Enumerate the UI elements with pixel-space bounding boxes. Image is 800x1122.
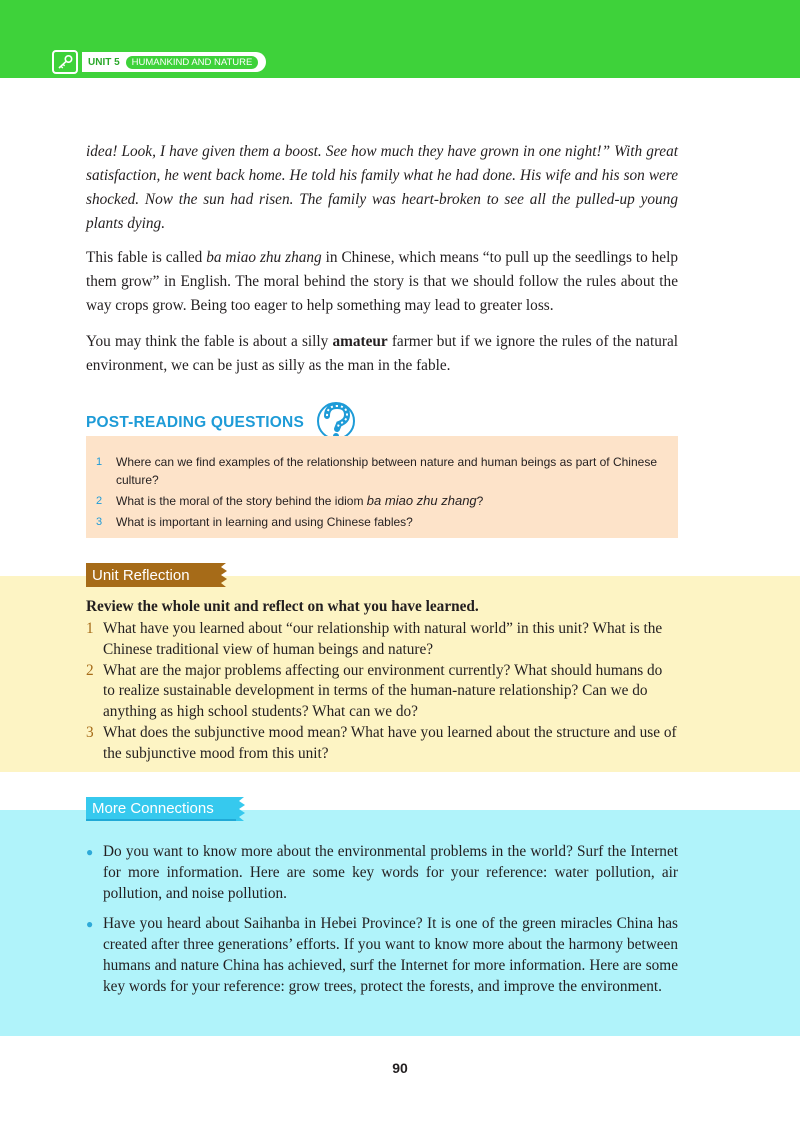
more-connections-title: More Connections xyxy=(92,799,214,817)
reflection-heading: Review the whole unit and reflect on what you have learned. xyxy=(86,598,479,615)
torn-edge-icon xyxy=(218,563,228,587)
question-text: Where can we find examples of the relationship between nature and human beings as part of Chinese culture? xyxy=(116,455,657,487)
reflection-number: 1 xyxy=(86,620,94,637)
idiom-pinyin: ba miao zhu zhang xyxy=(206,249,322,266)
p2-text-a: This fable is called xyxy=(86,249,207,266)
reflection-number: 2 xyxy=(86,661,94,679)
connection-item xyxy=(86,914,678,997)
reflection-text: What does the subjunctive mood mean? What have you learned about the structure and use of the subjunctive mood from this unit? xyxy=(103,723,677,762)
connection-text: Have you heard about Saihanba in Hebei Province? It is one of the green miracles China has created after three generations’ efforts. If you want to know more about the harmony between humans and nature China has achieved, surf the Internet for more information. Here are some key words for your reference: grow trees, protect the forests, and improve the environment. xyxy=(103,915,678,995)
more-connections-banner xyxy=(86,797,238,821)
question-text: What is important in learning and using Chinese fables? xyxy=(116,515,413,529)
question-number: 3 xyxy=(96,516,103,528)
unit-label-pill xyxy=(82,52,266,72)
connection-item xyxy=(86,842,678,904)
page-number: 90 xyxy=(392,1060,408,1076)
reflection-text: What are the major problems affecting our environment currently? What should humans do to realize sustainable development in terms of the human-nature relationship? Can we do anything as high school students? What can we do? xyxy=(103,661,663,721)
reflection-list xyxy=(86,619,678,765)
post-reading-questions xyxy=(96,453,668,534)
p2-text-b: in Chinese, which means “to pull up the seedlings to help them grow” in English. The moral behind the story is that we should follow the rules about the way crops grow. Being too eager to help something may lead to greater loss. xyxy=(86,249,678,314)
reflection-item xyxy=(86,661,678,723)
key-icon xyxy=(52,50,78,74)
question-text xyxy=(116,492,483,510)
fable-explanation-paragraph xyxy=(86,246,678,318)
reflection-item xyxy=(86,723,678,765)
question-item xyxy=(96,453,668,489)
reflection-text: What have you learned about “our relationship with natural world” in this unit? What is the Chinese traditional view of human beings and nature? xyxy=(103,620,663,658)
reflection-item xyxy=(86,619,678,661)
story-ending-paragraph: idea! Look, I have given them a boost. See how much they have grown in one night!” With great satisfaction, he went back home. He told his family what he had done. His wife and his son were shocked. Now the sun had risen. The family was heart-broken to see all the pulled-up young plants dying. xyxy=(86,143,678,232)
bullet-icon: ● xyxy=(86,845,94,859)
question-item xyxy=(96,513,668,531)
unit-label: UNIT 5 xyxy=(88,56,120,68)
fable-moral-paragraph xyxy=(86,330,678,378)
question-item xyxy=(96,492,668,510)
question-idiom: ba miao zhu zhang xyxy=(366,493,477,508)
bullet-icon: ● xyxy=(86,917,94,932)
question-text-a: What is the moral of the story behind the idiom xyxy=(116,494,367,508)
question-number: 1 xyxy=(96,456,103,468)
p3-text-a: You may think the fable is about a silly xyxy=(86,333,333,350)
question-text-b: ? xyxy=(476,494,484,508)
unit-tag xyxy=(52,50,266,74)
unit-reflection-title: Unit Reflection xyxy=(92,566,190,584)
question-number: 2 xyxy=(96,495,103,507)
connection-text: Do you want to know more about the environmental problems in the world? Surf the Internet for more information. Here are some key words for your reference: water pollution, air pollution, and noise pollution. xyxy=(103,843,678,902)
p3-text-b: farmer but if we ignore the rules of the natural environment, we can be just as silly as the man in the fable. xyxy=(86,333,678,374)
unit-theme: HUMANKIND AND NATURE xyxy=(126,56,259,69)
keyword-amateur: amateur xyxy=(332,333,388,350)
connections-list xyxy=(86,842,678,1008)
post-reading-title: POST-READING QUESTIONS xyxy=(86,414,304,431)
unit-reflection-banner xyxy=(86,563,220,587)
reflection-number: 3 xyxy=(86,723,94,741)
torn-edge-icon xyxy=(236,797,246,821)
